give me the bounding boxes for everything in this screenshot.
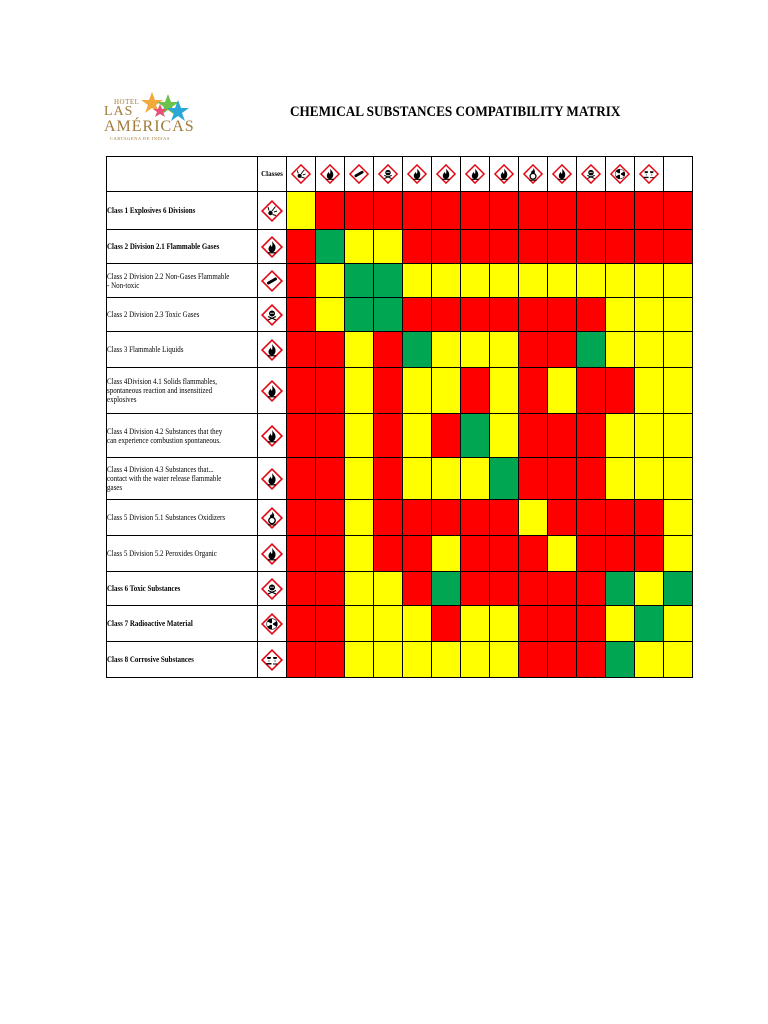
row-label (107, 572, 258, 606)
matrix-cell (664, 500, 693, 536)
matrix-cell (461, 298, 490, 332)
row-pictogram (258, 500, 287, 536)
header-empty-cell (107, 157, 258, 192)
matrix-cell (345, 332, 374, 368)
compatibility-matrix (106, 156, 693, 678)
matrix-cell (606, 606, 635, 642)
matrix-cell (374, 368, 403, 414)
matrix-cell (519, 368, 548, 414)
matrix-cell (316, 368, 345, 414)
matrix-cell (461, 536, 490, 572)
matrix-cell (548, 414, 577, 458)
matrix-cell (664, 192, 693, 230)
matrix-cell (432, 500, 461, 536)
matrix-cell (548, 536, 577, 572)
table-row (107, 458, 693, 500)
table-row (107, 298, 693, 332)
matrix-cell (490, 500, 519, 536)
column-header-10 (548, 157, 577, 192)
matrix-cell (461, 230, 490, 264)
matrix-cell (287, 500, 316, 536)
matrix-cell (664, 332, 693, 368)
matrix-cell (432, 572, 461, 606)
column-header-13 (635, 157, 664, 192)
matrix-cell (403, 500, 432, 536)
matrix-cell (606, 536, 635, 572)
row-label (107, 368, 258, 414)
matrix-cell (519, 458, 548, 500)
matrix-cell (345, 642, 374, 678)
matrix-cell (548, 572, 577, 606)
matrix-cell (519, 642, 548, 678)
row-pictogram (258, 368, 287, 414)
row-label (107, 500, 258, 536)
matrix-cell (287, 192, 316, 230)
row-label-text: Class 2 Division 2.1 Flammable Gases (107, 241, 220, 251)
flame-icon (260, 542, 284, 566)
matrix-cell (316, 500, 345, 536)
matrix-cell (345, 230, 374, 264)
logo-hotel-text: HOTEL (114, 98, 140, 106)
row-label-text: Class 6 Toxic Substances (107, 583, 181, 593)
row-pictogram (258, 606, 287, 642)
flame-icon (260, 235, 284, 259)
matrix-cell (287, 298, 316, 332)
matrix-cell (461, 606, 490, 642)
matrix-cell (374, 536, 403, 572)
row-label (107, 298, 258, 332)
column-header-12 (606, 157, 635, 192)
flame-icon (260, 424, 284, 448)
matrix-cell (432, 414, 461, 458)
matrix-cell (374, 606, 403, 642)
row-label (107, 192, 258, 230)
row-label-text: Class 8 Corrosive Substances (107, 654, 194, 664)
row-label-text: Class 3 Flammable Liquids (107, 344, 184, 354)
row-pictogram (258, 642, 287, 678)
matrix-cell (548, 298, 577, 332)
row-label-text: Class 4Division 4.1 Solids flammables, spontaneous reaction and insensitized explosives (107, 376, 217, 404)
matrix-cell (577, 368, 606, 414)
matrix-cell (519, 606, 548, 642)
matrix-cell (403, 368, 432, 414)
matrix-cell (403, 606, 432, 642)
column-header-empty (664, 157, 693, 192)
gas-cylinder-icon (260, 269, 284, 293)
matrix-cell (461, 642, 490, 678)
matrix-cell (490, 606, 519, 642)
matrix-cell (316, 536, 345, 572)
row-label-text: Class 2 Division 2.2 Non-Gases Flammable - Non-toxic (107, 270, 230, 290)
matrix-cell (287, 332, 316, 368)
column-header-8 (490, 157, 519, 192)
matrix-cell (490, 298, 519, 332)
matrix-cell (490, 414, 519, 458)
matrix-cell (606, 192, 635, 230)
row-pictogram (258, 332, 287, 368)
logo-las-text: LAS (104, 104, 134, 119)
row-label (107, 458, 258, 500)
matrix-cell (345, 264, 374, 298)
matrix-cell (635, 298, 664, 332)
column-header-7 (461, 157, 490, 192)
matrix-cell (548, 606, 577, 642)
matrix-cell (403, 230, 432, 264)
radioactive-icon (260, 612, 284, 636)
flame-icon (435, 163, 457, 185)
matrix-cell (461, 192, 490, 230)
column-header-5 (403, 157, 432, 192)
matrix-cell (664, 642, 693, 678)
matrix-cell (519, 414, 548, 458)
matrix-cell (606, 230, 635, 264)
matrix-cell (461, 572, 490, 606)
table-row (107, 414, 693, 458)
matrix-cell (374, 332, 403, 368)
column-header-11 (577, 157, 606, 192)
matrix-cell (287, 606, 316, 642)
matrix-cell (635, 332, 664, 368)
row-pictogram (258, 536, 287, 572)
row-label-text: Class 2 Division 2.3 Toxic Gases (107, 309, 200, 319)
matrix-cell (374, 192, 403, 230)
matrix-cell (577, 332, 606, 368)
matrix-cell (432, 298, 461, 332)
matrix-cell (287, 458, 316, 500)
matrix-cell (664, 264, 693, 298)
matrix-cell (316, 192, 345, 230)
matrix-cell (548, 458, 577, 500)
row-pictogram (258, 192, 287, 230)
matrix-cell (432, 536, 461, 572)
matrix-cell (403, 298, 432, 332)
matrix-cell (345, 458, 374, 500)
flame-over-circle-icon (260, 506, 284, 530)
flame-icon (464, 163, 486, 185)
matrix-cell (577, 192, 606, 230)
flame-icon (260, 379, 284, 403)
exploding-bomb-icon (260, 199, 284, 223)
matrix-cell (490, 536, 519, 572)
matrix-cell (287, 536, 316, 572)
flame-icon (493, 163, 515, 185)
matrix-cell (403, 264, 432, 298)
skull-crossbones-icon (377, 163, 399, 185)
row-pictogram (258, 572, 287, 606)
table-row (107, 332, 693, 368)
matrix-cell (577, 606, 606, 642)
matrix-cell (577, 230, 606, 264)
table-row (107, 368, 693, 414)
matrix-cell (432, 332, 461, 368)
matrix-cell (519, 264, 548, 298)
flame-icon (551, 163, 573, 185)
matrix-cell (577, 414, 606, 458)
matrix-cell (316, 414, 345, 458)
matrix-cell (374, 642, 403, 678)
matrix-header-row (107, 157, 693, 192)
matrix-cell (374, 458, 403, 500)
corrosion-icon (638, 163, 660, 185)
matrix-cell (519, 500, 548, 536)
matrix-cell (606, 500, 635, 536)
row-label (107, 332, 258, 368)
matrix-cell (490, 642, 519, 678)
matrix-cell (432, 264, 461, 298)
matrix-cell (287, 572, 316, 606)
matrix-cell (461, 264, 490, 298)
corrosion-icon (260, 648, 284, 672)
matrix-cell (548, 368, 577, 414)
table-row (107, 230, 693, 264)
flame-icon (406, 163, 428, 185)
matrix-cell (635, 414, 664, 458)
matrix-cell (519, 230, 548, 264)
matrix-cell (403, 536, 432, 572)
matrix-cell (635, 230, 664, 264)
matrix-cell (606, 264, 635, 298)
column-header-9 (519, 157, 548, 192)
skull-crossbones-icon (260, 303, 284, 327)
column-header-3 (345, 157, 374, 192)
matrix-cell (374, 298, 403, 332)
matrix-cell (374, 264, 403, 298)
matrix-cell (403, 192, 432, 230)
matrix-cell (606, 572, 635, 606)
matrix-cell (664, 572, 693, 606)
matrix-cell (345, 298, 374, 332)
classes-header: Classes (258, 157, 287, 192)
radioactive-icon (609, 163, 631, 185)
table-row (107, 606, 693, 642)
flame-over-circle-icon (522, 163, 544, 185)
table-row (107, 192, 693, 230)
row-label-text: Class 4 Division 4.3 Substances that... contact with the water release flammable gases (107, 464, 222, 492)
row-label-text: Class 5 Division 5.1 Substances Oxidizers (107, 512, 226, 522)
matrix-cell (635, 606, 664, 642)
row-label-text: Class 4 Division 4.2 Substances that they can experience combustion spontaneous. (107, 425, 223, 445)
matrix-cell (519, 332, 548, 368)
matrix-cell (577, 500, 606, 536)
matrix-cell (577, 572, 606, 606)
matrix-cell (461, 414, 490, 458)
matrix-cell (519, 572, 548, 606)
matrix-cell (345, 368, 374, 414)
row-label-text: Class 1 Explosives 6 Divisions (107, 205, 196, 215)
matrix-cell (432, 230, 461, 264)
matrix-cell (490, 230, 519, 264)
matrix-cell (490, 264, 519, 298)
matrix-cell (345, 500, 374, 536)
matrix-cell (287, 230, 316, 264)
matrix-cell (577, 536, 606, 572)
matrix-cell (374, 230, 403, 264)
matrix-cell (316, 332, 345, 368)
skull-crossbones-icon (260, 577, 284, 601)
page-title: CHEMICAL SUBSTANCES COMPATIBILITY MATRIX (290, 104, 621, 120)
matrix-cell (403, 414, 432, 458)
matrix-cell (635, 500, 664, 536)
matrix-cell (403, 642, 432, 678)
matrix-cell (461, 500, 490, 536)
matrix-cell (635, 192, 664, 230)
skull-crossbones-icon (580, 163, 602, 185)
table-row (107, 642, 693, 678)
column-header-2 (316, 157, 345, 192)
matrix-cell (635, 458, 664, 500)
row-pictogram (258, 458, 287, 500)
matrix-cell (606, 368, 635, 414)
table-row (107, 572, 693, 606)
matrix-cell (548, 332, 577, 368)
matrix-cell (403, 572, 432, 606)
matrix-cell (403, 458, 432, 500)
matrix-cell (432, 192, 461, 230)
matrix-cell (664, 606, 693, 642)
matrix-cell (606, 298, 635, 332)
matrix-cell (287, 642, 316, 678)
matrix-cell (519, 192, 548, 230)
matrix-cell (635, 536, 664, 572)
matrix-cell (287, 264, 316, 298)
row-label-text: Class 7 Radioactive Material (107, 618, 193, 628)
matrix-cell (635, 642, 664, 678)
table-row (107, 500, 693, 536)
matrix-cell (606, 458, 635, 500)
matrix-cell (577, 642, 606, 678)
matrix-cell (316, 298, 345, 332)
table-row (107, 264, 693, 298)
row-label (107, 230, 258, 264)
matrix-cell (316, 606, 345, 642)
matrix-cell (664, 414, 693, 458)
matrix-cell (432, 642, 461, 678)
matrix-cell (345, 606, 374, 642)
matrix-cell (432, 368, 461, 414)
row-pictogram (258, 230, 287, 264)
matrix-cell (316, 458, 345, 500)
row-label (107, 606, 258, 642)
matrix-cell (345, 414, 374, 458)
matrix-cell (490, 572, 519, 606)
matrix-cell (287, 368, 316, 414)
matrix-cell (606, 414, 635, 458)
column-header-4 (374, 157, 403, 192)
row-pictogram (258, 264, 287, 298)
row-label (107, 414, 258, 458)
matrix-cell (345, 572, 374, 606)
matrix-cell (345, 192, 374, 230)
matrix-cell (432, 458, 461, 500)
matrix-cell (548, 500, 577, 536)
column-header-1 (287, 157, 316, 192)
hotel-logo (104, 90, 214, 146)
matrix-cell (316, 642, 345, 678)
flame-icon (260, 467, 284, 491)
matrix-cell (577, 264, 606, 298)
matrix-cell (519, 298, 548, 332)
table-row (107, 536, 693, 572)
exploding-bomb-icon (290, 163, 312, 185)
matrix-cell (664, 458, 693, 500)
matrix-cell (374, 572, 403, 606)
matrix-cell (432, 606, 461, 642)
matrix-cell (287, 414, 316, 458)
matrix-cell (316, 264, 345, 298)
row-label (107, 536, 258, 572)
row-pictogram (258, 298, 287, 332)
matrix-cell (664, 536, 693, 572)
flame-icon (319, 163, 341, 185)
matrix-cell (548, 642, 577, 678)
matrix-cell (606, 642, 635, 678)
matrix-cell (606, 332, 635, 368)
matrix-cell (490, 332, 519, 368)
column-header-6 (432, 157, 461, 192)
matrix-cell (316, 230, 345, 264)
matrix-cell (577, 458, 606, 500)
matrix-cell (635, 368, 664, 414)
matrix-cell (490, 458, 519, 500)
matrix-cell (664, 298, 693, 332)
logo-tagline: CARTAGENA DE INDIAS (110, 136, 170, 141)
matrix-cell (490, 192, 519, 230)
matrix-cell (374, 500, 403, 536)
row-label (107, 642, 258, 678)
matrix-cell (519, 536, 548, 572)
row-label (107, 264, 258, 298)
matrix-cell (316, 572, 345, 606)
matrix-cell (635, 264, 664, 298)
matrix-cell (548, 230, 577, 264)
matrix-cell (345, 536, 374, 572)
gas-cylinder-icon (348, 163, 370, 185)
matrix-cell (548, 192, 577, 230)
flame-icon (260, 338, 284, 362)
matrix-cell (664, 230, 693, 264)
logo-americas-text: AMÉRICAS (104, 118, 195, 135)
matrix-cell (635, 572, 664, 606)
matrix-cell (664, 368, 693, 414)
matrix-cell (461, 458, 490, 500)
matrix-cell (403, 332, 432, 368)
row-pictogram (258, 414, 287, 458)
matrix-cell (461, 332, 490, 368)
matrix-cell (490, 368, 519, 414)
matrix-cell (461, 368, 490, 414)
matrix-cell (548, 264, 577, 298)
matrix-cell (374, 414, 403, 458)
matrix-cell (577, 298, 606, 332)
row-label-text: Class 5 Division 5.2 Peroxides Organic (107, 548, 217, 558)
